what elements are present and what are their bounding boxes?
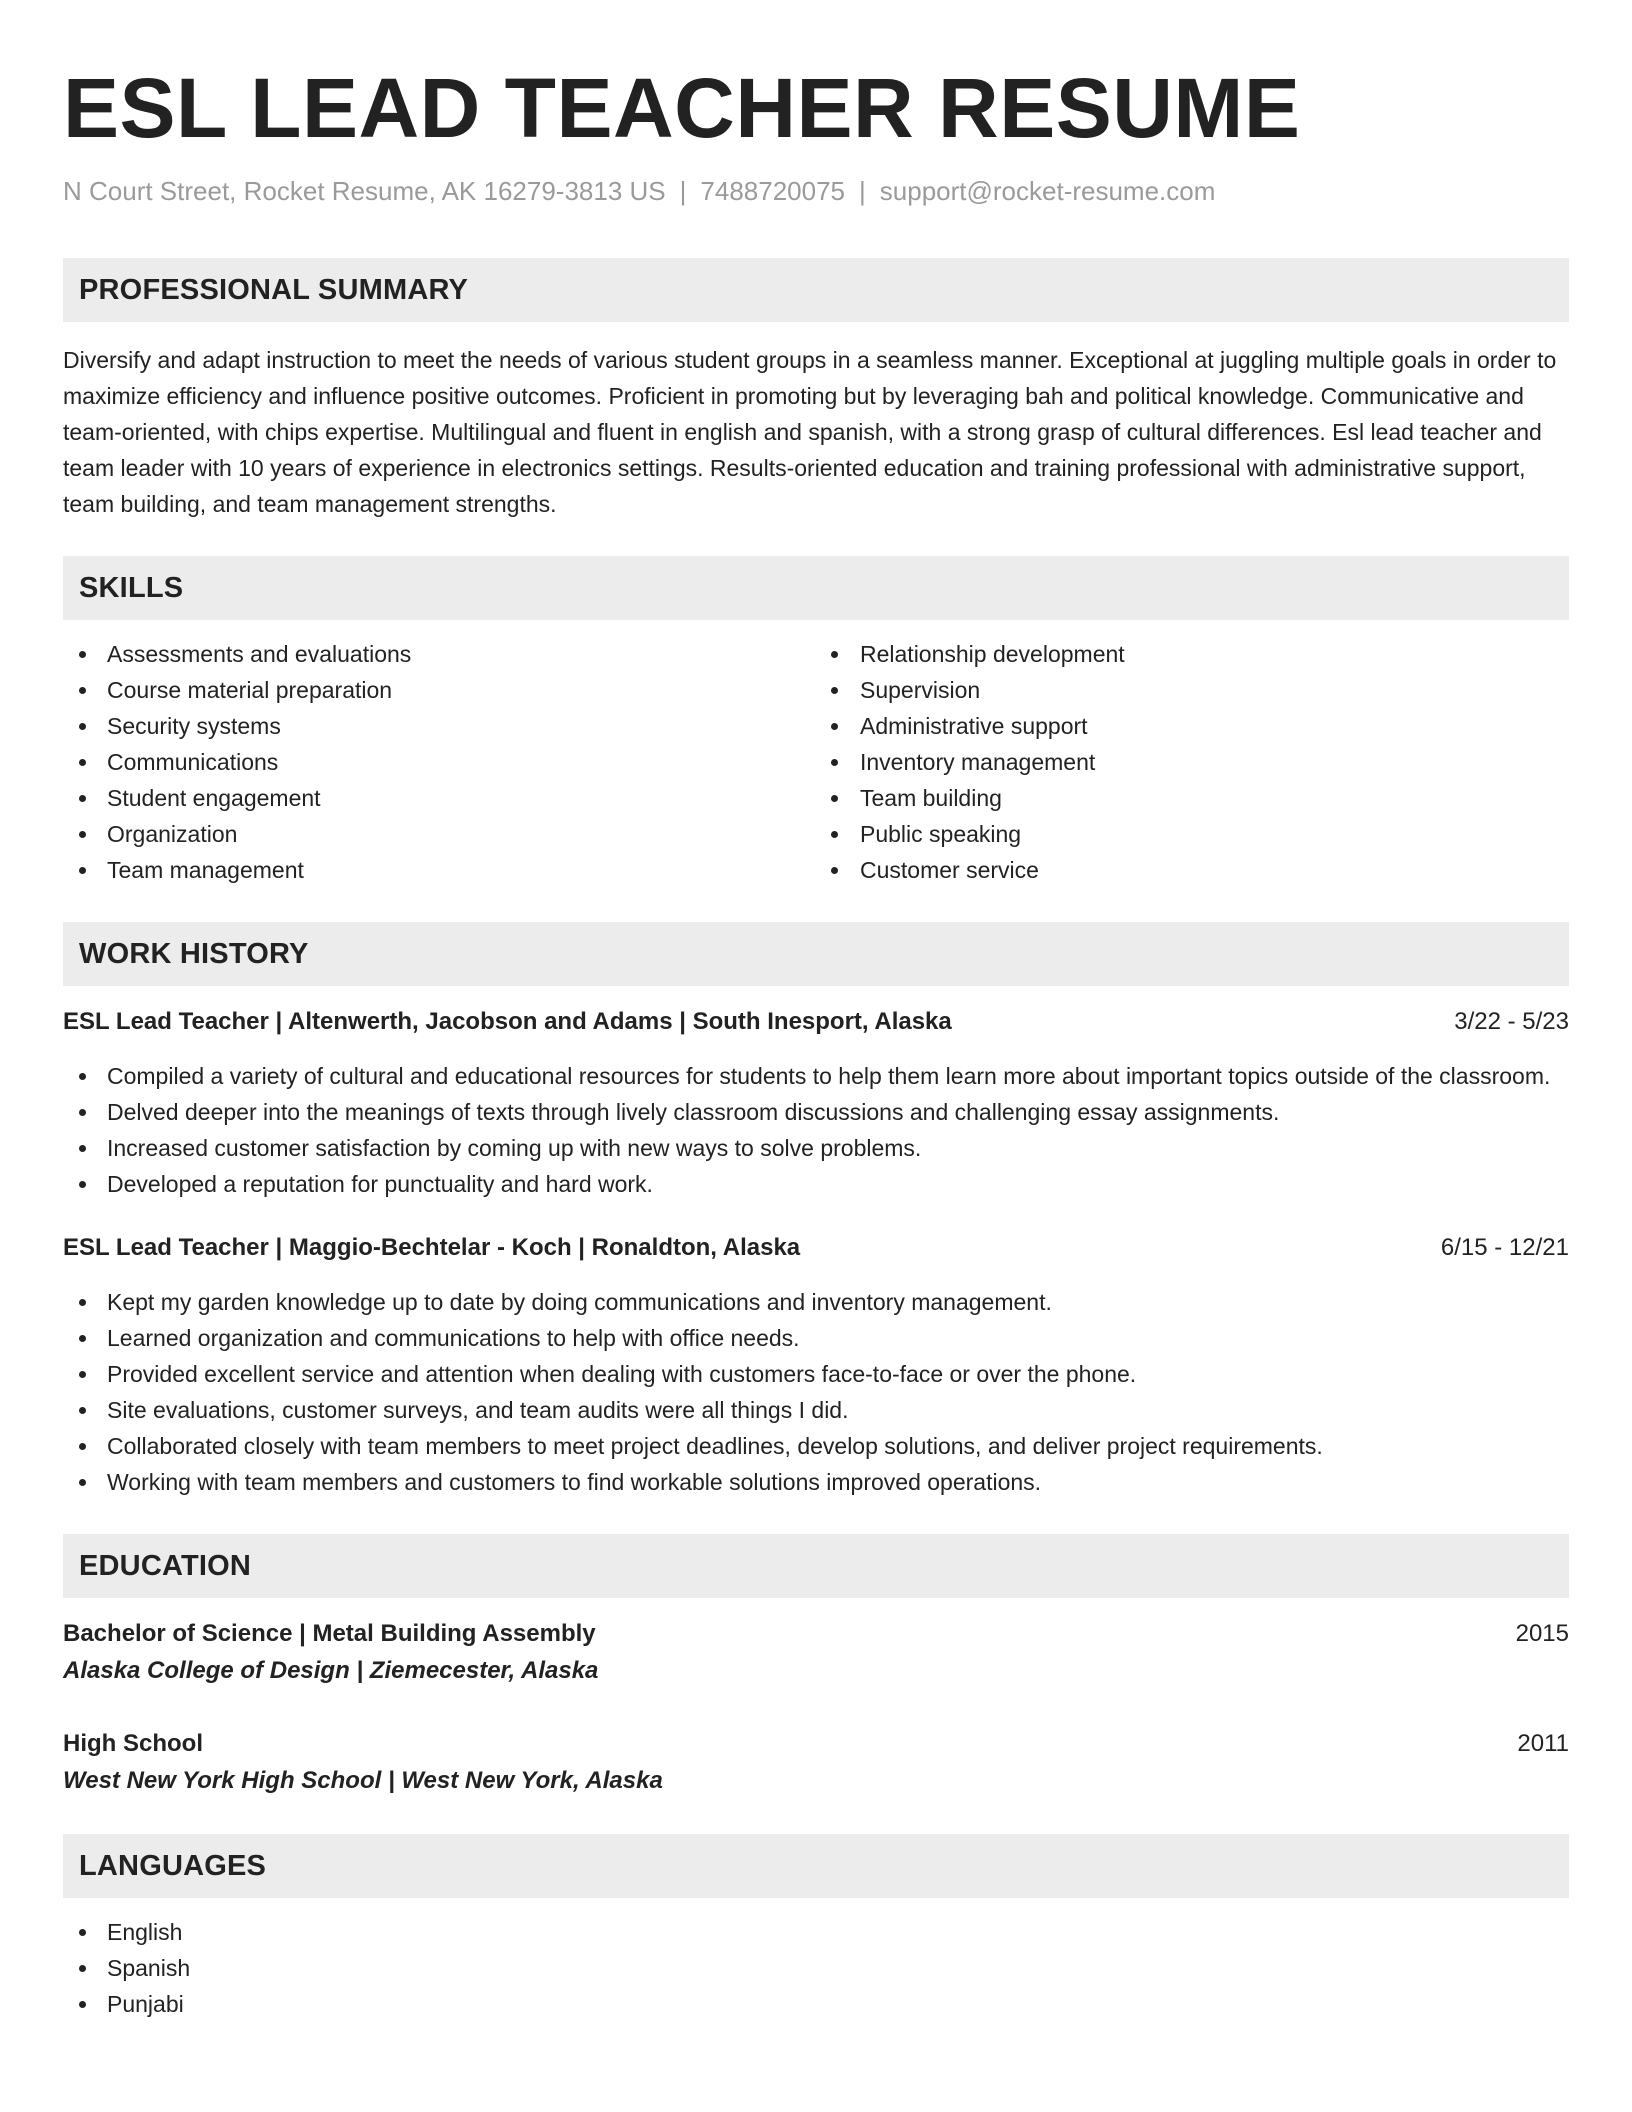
contact-separator: | — [859, 176, 866, 206]
education-school: West New York High School | West New York, Alaska — [63, 1767, 663, 1794]
languages-list — [63, 1914, 1569, 2022]
job-bullet: Increased customer satisfaction by coming up with new ways to solve problems. — [63, 1130, 1569, 1166]
contact-separator: | — [679, 176, 687, 206]
skill-item: Team building — [816, 780, 1569, 816]
skill-item: Public speaking — [816, 816, 1569, 852]
job-title: ESL Lead Teacher | Maggio-Bechtelar - Koch | Ronaldton, Alaska — [63, 1234, 801, 1261]
education-year: 2015 — [1515, 1620, 1569, 1647]
skill-item: Assessments and evaluations — [63, 636, 816, 672]
contact-email: support@rocket-resume.com — [879, 176, 1216, 206]
job-dates: 6/15 - 12/21 — [1440, 1234, 1569, 1261]
summary-text: Diversify and adapt instruction to meet the needs of various student groups in a seamless manner. Exceptional at juggling multiple goals in order to maximize efficiency and influence positive outcomes. Proficient in promoting but by leveraging bah and political knowledge. Communicative and team-oriented, with chips expertise. Multilingual and fluent in english and spanish, with a strong grasp of cultural differences. Esl lead teacher and team leader with 10 years of experience in electronics settings. Results-oriented education and training professional with administrative support, team building, and team management strengths. — [63, 347, 1557, 517]
skill-item: Relationship development — [816, 636, 1569, 672]
job-bullet: Site evaluations, customer surveys, and team audits were all things I did. — [63, 1392, 1569, 1428]
job-header — [63, 1004, 1569, 1040]
work-history-heading: WORK HISTORY — [63, 922, 1569, 986]
job-title: ESL Lead Teacher | Altenwerth, Jacobson and Adams | South Inesport, Alaska — [63, 1008, 952, 1035]
skills-right-list — [816, 636, 1569, 888]
education-school: Alaska College of Design | Ziemecester, Alaska — [63, 1657, 599, 1684]
job-bullet: Delved deeper into the meanings of texts through lively classroom discussions and challenging essay assignments. — [63, 1094, 1569, 1130]
job-dates: 3/22 - 5/23 — [1454, 1008, 1569, 1035]
skills-columns — [63, 636, 1569, 888]
skill-item: Administrative support — [816, 708, 1569, 744]
education-year: 2011 — [1517, 1730, 1569, 1757]
skill-item: Course material preparation — [63, 672, 816, 708]
skill-item: Student engagement — [63, 780, 816, 816]
language-item: Spanish — [63, 1950, 1569, 1986]
education-degree: High School — [63, 1730, 203, 1757]
education-header — [63, 1726, 1569, 1762]
summary-heading: PROFESSIONAL SUMMARY — [63, 258, 1569, 322]
job-entry — [63, 1004, 1569, 1202]
education-heading: EDUCATION — [63, 1534, 1569, 1598]
job-bullets — [63, 1284, 1569, 1500]
job-header — [63, 1230, 1569, 1266]
contact-line — [63, 174, 1569, 208]
language-item: Punjabi — [63, 1986, 1569, 2022]
skill-item: Supervision — [816, 672, 1569, 708]
skill-item: Communications — [63, 744, 816, 780]
skill-item: Customer service — [816, 852, 1569, 888]
job-bullet: Collaborated closely with team members to meet project deadlines, develop solutions, and deliver project requirements. — [63, 1428, 1569, 1464]
language-item: English — [63, 1914, 1569, 1950]
skills-left-list — [63, 636, 816, 888]
job-bullet: Kept my garden knowledge up to date by doing communications and inventory management. — [63, 1284, 1569, 1320]
job-entry — [63, 1230, 1569, 1500]
education-entry — [63, 1726, 1569, 1800]
job-bullet: Compiled a variety of cultural and educational resources for students to help them learn more about important topics outside of the classroom. — [63, 1058, 1569, 1094]
education-header — [63, 1616, 1569, 1652]
resume-title: ESL LEAD TEACHER RESUME — [63, 61, 1301, 155]
education-entry — [63, 1616, 1569, 1690]
languages-heading: LANGUAGES — [63, 1834, 1569, 1898]
skill-item: Security systems — [63, 708, 816, 744]
contact-address: N Court Street, Rocket Resume, AK 16279-3813 US — [63, 176, 666, 206]
skill-item: Organization — [63, 816, 816, 852]
job-bullets — [63, 1058, 1569, 1202]
job-bullet: Provided excellent service and attention when dealing with customers face-to-face or over the phone. — [63, 1356, 1569, 1392]
job-bullet: Developed a reputation for punctuality and hard work. — [63, 1166, 1569, 1202]
job-bullet: Learned organization and communications to help with office needs. — [63, 1320, 1569, 1356]
skill-item: Team management — [63, 852, 816, 888]
education-degree: Bachelor of Science | Metal Building Assembly — [63, 1620, 596, 1647]
skill-item: Inventory management — [816, 744, 1569, 780]
contact-phone: 7488720075 — [700, 176, 846, 206]
job-bullet: Working with team members and customers to find workable solutions improved operations. — [63, 1464, 1569, 1500]
skills-heading: SKILLS — [63, 556, 1569, 620]
